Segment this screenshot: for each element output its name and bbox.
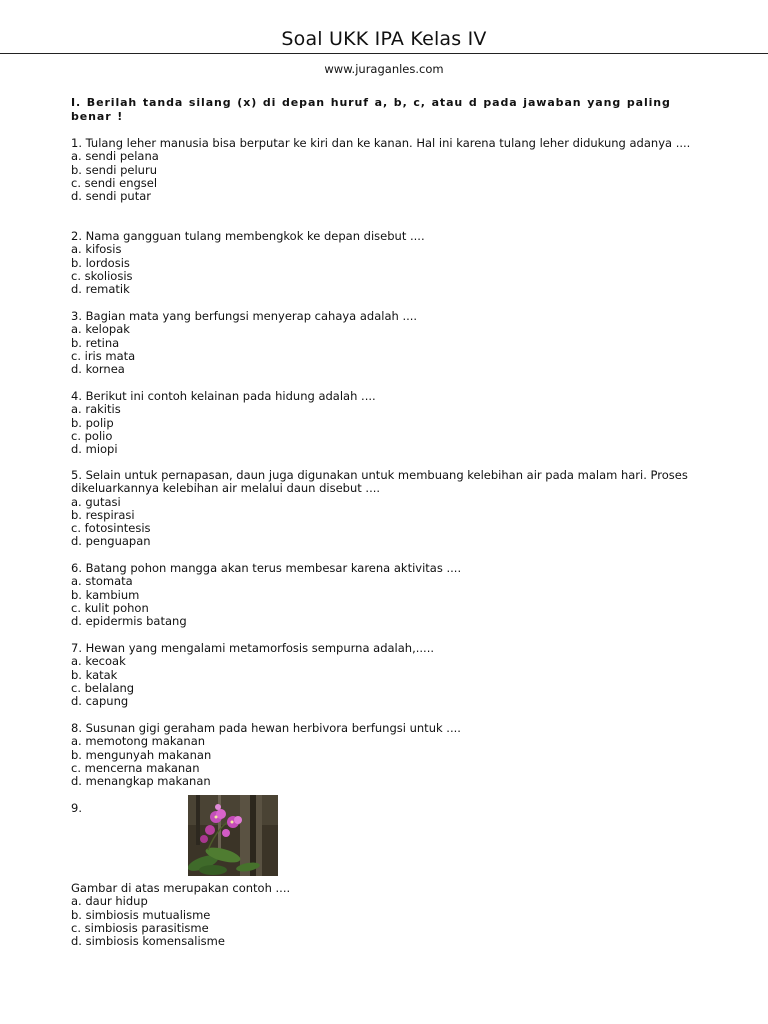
question-stem: Gambar di atas merupakan contoh ....: [71, 881, 291, 895]
title-divider: [0, 53, 768, 54]
option-c: c. mencerna makanan: [71, 760, 200, 775]
option-a: a. kifosis: [71, 242, 122, 257]
question-stem: 2. Nama gangguan tulang membengkok ke depan disebut ....: [71, 229, 425, 243]
option-b: b. polip: [71, 415, 114, 430]
question-9-number: 9.: [71, 801, 82, 815]
option-d: d. penguapan: [71, 534, 151, 549]
orchid-photo: [188, 795, 278, 876]
option-d: d. capung: [71, 694, 129, 709]
option-a: a. kecoak: [71, 654, 126, 669]
question-8: [71, 722, 711, 788]
question-5: [71, 469, 711, 549]
question-2: [71, 230, 711, 296]
option-c: c. skoliosis: [71, 268, 133, 283]
option-d: d. miopi: [71, 442, 118, 457]
option-a: a. rakitis: [71, 402, 121, 417]
option-c: c. fotosintesis: [71, 521, 151, 536]
question-9: [71, 882, 711, 948]
question-stem: 1. Tulang leher manusia bisa berputar ke kiri dan ke kanan. Hal ini karena tulang leher didukung adanya ....: [71, 136, 691, 150]
option-b: b. retina: [71, 335, 120, 350]
option-c: c. iris mata: [71, 348, 136, 363]
option-b: b. simbiosis mutualisme: [71, 907, 211, 922]
website-url: www.juraganles.com: [324, 62, 444, 76]
option-c: c. sendi engsel: [71, 175, 158, 190]
option-d: d. kornea: [71, 362, 125, 377]
question-stem: 3. Bagian mata yang berfungsi menyerap cahaya adalah ....: [71, 309, 418, 323]
option-a: a. memotong makanan: [71, 734, 206, 749]
option-a: a. sendi pelana: [71, 149, 159, 164]
option-c: c. belalang: [71, 680, 135, 695]
question-1: [71, 137, 711, 203]
question-stem: 5. Selain untuk pernapasan, daun juga digunakan untuk membuang kelebihan air pada malam hari. Proses dikeluarkannya kelebihan air melalui daun disebut ....: [71, 468, 688, 496]
option-b: b. sendi peluru: [71, 162, 157, 177]
question-6: [71, 562, 711, 628]
question-7: [71, 642, 711, 708]
option-c: c. polio: [71, 428, 113, 443]
option-d: d. rematik: [71, 282, 130, 297]
question-stem: 8. Susunan gigi geraham pada hewan herbivora berfungsi untuk ....: [71, 721, 461, 735]
option-b: b. katak: [71, 667, 118, 682]
option-d: d. menangkap makanan: [71, 774, 211, 789]
question-4: [71, 390, 711, 456]
option-b: b. kambium: [71, 587, 140, 602]
option-c: c. kulit pohon: [71, 600, 149, 615]
option-a: a. daur hidup: [71, 894, 148, 909]
option-a: a. stomata: [71, 574, 133, 589]
question-stem: 7. Hewan yang mengalami metamorfosis sempurna adalah,.....: [71, 641, 435, 655]
question-3: [71, 310, 711, 376]
page-title: Soal UKK IPA Kelas IV: [281, 28, 487, 50]
option-a: a. kelopak: [71, 322, 130, 337]
instruction-text: I. Berilah tanda silang (x) di depan huruf a, b, c, atau d pada jawaban yang paling benar !: [71, 96, 671, 123]
option-d: d. epidermis batang: [71, 614, 187, 629]
question-stem: 6. Batang pohon mangga akan terus membesar karena aktivitas ....: [71, 561, 462, 575]
option-b: b. respirasi: [71, 507, 135, 522]
option-c: c. simbiosis parasitisme: [71, 920, 209, 935]
option-b: b. mengunyah makanan: [71, 747, 212, 762]
option-b: b. lordosis: [71, 255, 130, 270]
option-d: d. sendi putar: [71, 189, 151, 204]
option-a: a. gutasi: [71, 494, 121, 509]
question-stem: 4. Berikut ini contoh kelainan pada hidung adalah ....: [71, 389, 376, 403]
option-d: d. simbiosis komensalisme: [71, 934, 225, 949]
